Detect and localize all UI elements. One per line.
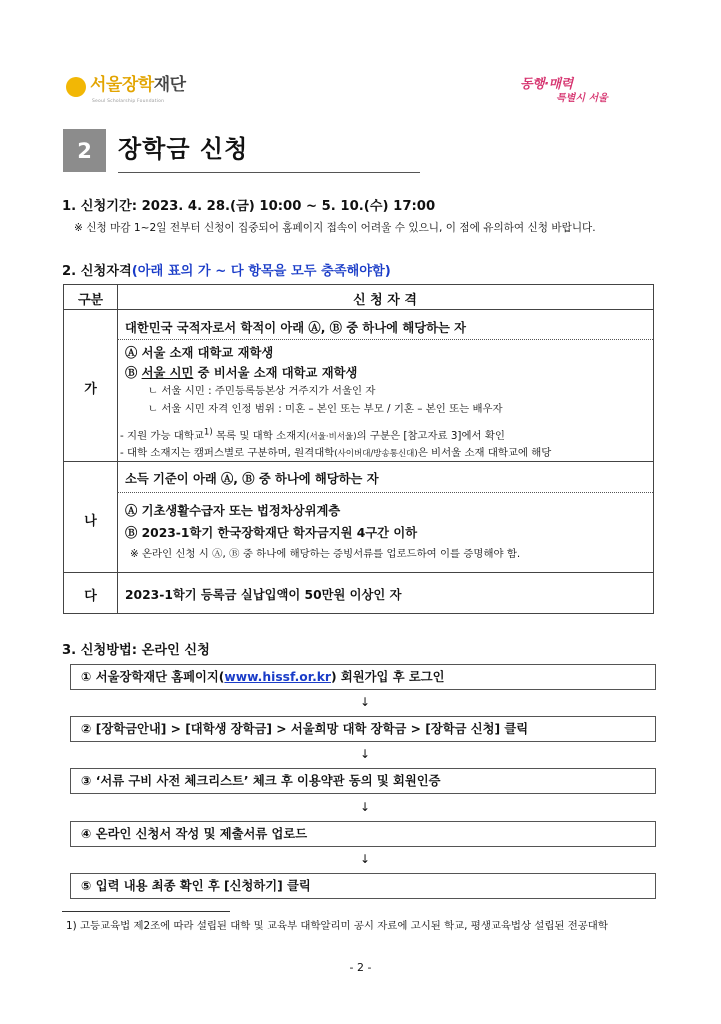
ga-note-1-a: - 지원 가능 대학교 [120, 430, 204, 442]
period-note: ※ 신청 마감 1~2일 전부터 신청이 집중되어 홈페이지 접속이 어려울 수 있으니, 이 점에 유의하여 신청 바랍니다. [74, 222, 596, 234]
ga-sub-2: ㄴ 서울 시민 자격 인정 범위 : 미혼 – 본인 또는 부모 / 기혼 – 본인 또는 배우자 [148, 403, 503, 415]
arrow-down-icon: ↓ [360, 852, 371, 866]
ga-note-1-small: (서울·비서울) [306, 432, 357, 442]
logo-text-main: 서울장학 [90, 75, 154, 95]
homepage-link[interactable]: www.hissf.or.kr [224, 670, 331, 684]
step-4: ④ 온라인 신청서 작성 및 제출서류 업로드 [70, 821, 656, 847]
eligibility-table [63, 284, 654, 614]
logo-text-suffix: 재단 [153, 75, 186, 95]
ga-note-1-b: 목록 및 대학 소재지 [212, 430, 307, 442]
arrow-down-icon: ↓ [360, 747, 371, 761]
step-1-text-a: ① 서울장학재단 홈페이지( [81, 670, 225, 684]
ga-item-b-prefix: Ⓑ [125, 366, 142, 380]
ga-sub-1: ㄴ 서울 시민 : 주민등록등본상 거주지가 서울인 자 [148, 385, 376, 397]
ga-item-b-suffix: 중 비서울 소재 대학교 재학생 [193, 366, 358, 380]
slogan-line2: 특별시 서울 [556, 93, 608, 104]
table-divider [117, 492, 653, 493]
table-divider [117, 339, 653, 340]
ga-note-1-c: 의 구분은 [참고자료 3]에서 확인 [356, 430, 505, 442]
section-title [118, 128, 420, 173]
na-item-b: Ⓑ 2023-1학기 한국장학재단 학자금지원 4구간 이하 [125, 526, 418, 540]
section-number: 2 [63, 129, 106, 172]
table-divider [64, 572, 653, 573]
period-heading: 1. 신청기간: 2023. 4. 28.(금) 10:00 ~ 5. 10.(수) 17:00 [62, 199, 436, 214]
na-note: ※ 온라인 신청 시 Ⓐ, Ⓑ 중 하나에 해당하는 증빙서류를 업로드하여 이를 증명해야 함. [130, 548, 521, 560]
seoul-scholarship-logo [66, 74, 186, 104]
eligibility-heading-prefix: 2. 신청자격 [62, 264, 132, 279]
ga-item-b-underlined: 서울 시민 [141, 366, 194, 380]
da-text: 2023-1학기 등록금 실납입액이 50만원 이상인 자 [125, 588, 402, 602]
row-label-na: 나 [84, 514, 97, 529]
method-heading: 3. 신청방법: 온라인 신청 [62, 643, 210, 658]
logo-subtitle: Seoul Scholarship Foundation [92, 99, 165, 104]
arrow-down-icon: ↓ [360, 800, 371, 814]
step-1-text-b: ) 회원가입 후 로그인 [331, 670, 445, 684]
step-5: ⑤ 입력 내용 최종 확인 후 [신청하기] 클릭 [70, 873, 656, 899]
table-divider [64, 461, 653, 462]
ga-item-a: Ⓐ 서울 소재 대학교 재학생 [125, 346, 274, 360]
slogan-line1: 동행·매력 [520, 77, 573, 92]
step-3: ③ ‘서류 구비 사전 체크리스트’ 체크 후 이용약관 동의 및 회원인증 [70, 768, 656, 794]
eligibility-heading-highlight: (아래 표의 가 ~ 다 항목을 모두 충족해야함) [131, 264, 391, 279]
ga-note-2 [120, 444, 551, 459]
na-item-a: Ⓐ 기초생활수급자 또는 법정차상위계층 [125, 504, 341, 518]
step-1 [70, 664, 656, 690]
seoul-slogan-logo [520, 78, 610, 105]
row-label-da: 다 [84, 589, 97, 604]
row-label-ga: 가 [84, 382, 97, 397]
step-2: ② [장학금안내] > [대학생 장학금] > 서울희망 대학 장학금 > [장학금 신청] 클릭 [70, 716, 656, 742]
ga-lead: 대한민국 국적자로서 학적이 아래 Ⓐ, Ⓑ 중 하나에 해당하는 자 [125, 321, 467, 335]
footnote-divider [62, 911, 230, 912]
ga-item-b [125, 363, 357, 381]
table-divider [64, 309, 653, 310]
na-lead: 소득 기준이 아래 Ⓐ, Ⓑ 중 하나에 해당하는 자 [125, 472, 379, 486]
ga-note-2-b: 은 비서울 소재 대학교에 해당 [417, 447, 552, 459]
ga-note-1 [120, 427, 505, 442]
section-title-text: 장학금 신청 [118, 135, 249, 163]
eligibility-heading [62, 260, 391, 279]
table-divider [117, 285, 118, 613]
ga-note-2-a: - 대학 소재지는 캠퍼스별로 구분하며, 원격대학 [120, 447, 335, 459]
table-header-criteria: 신 청 자 격 [353, 293, 417, 308]
arrow-down-icon: ↓ [360, 695, 371, 709]
logo-emblem-icon [66, 77, 86, 97]
page-number: - 2 - [349, 961, 372, 974]
table-header-category: 구분 [77, 293, 104, 308]
ga-note-2-small: (사이버대/방송통신대) [334, 449, 418, 459]
footnote: 1) 고등교육법 제2조에 따라 설립된 대학 및 교육부 대학알리미 공시 자료에 고시된 학교, 평생교육법상 설립된 전공대학 [66, 920, 608, 932]
footnote-ref: 1) [203, 427, 213, 438]
